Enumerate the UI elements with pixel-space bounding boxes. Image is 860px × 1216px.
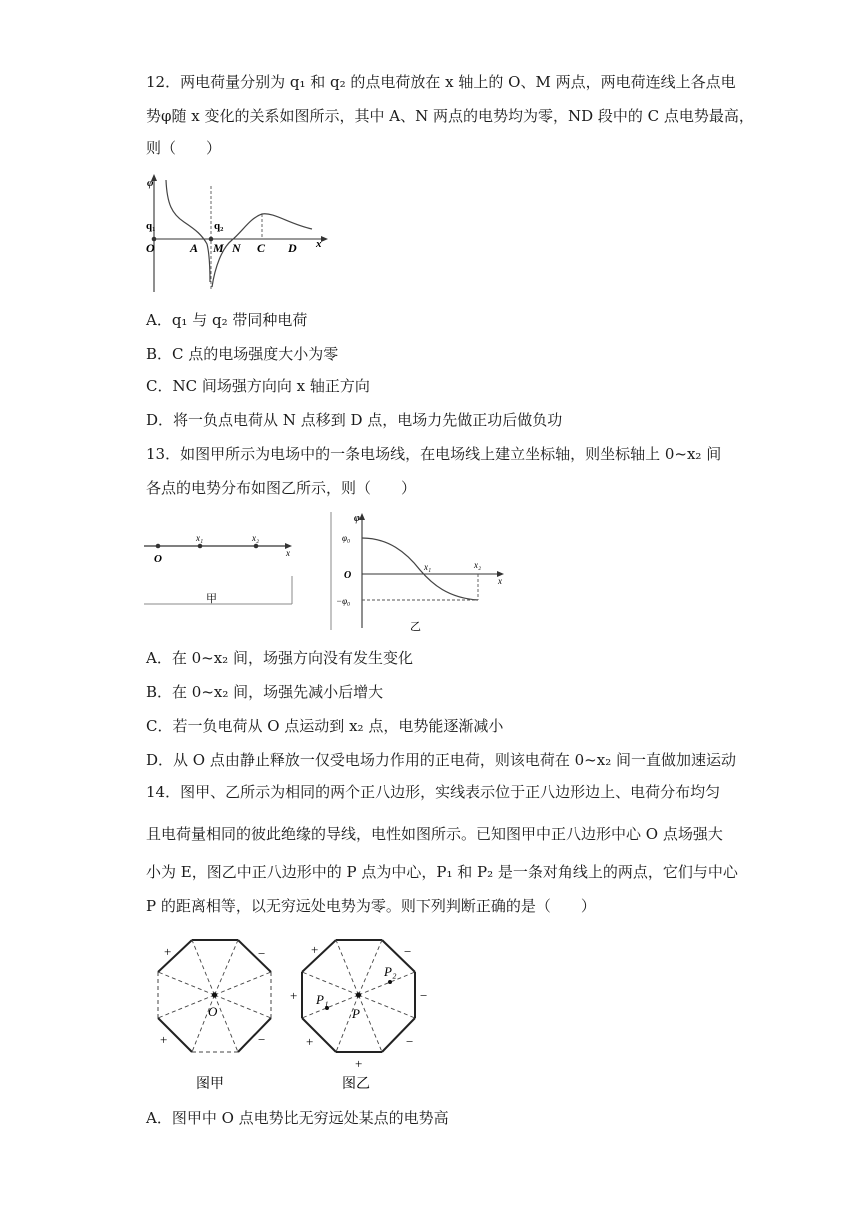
yi-x2-label: x₂	[474, 560, 482, 570]
q14-line-3: 小为 E，图乙中正八边形中的 P 点为中心，P₁ 和 P₂ 是一条对角线上的两点，它们与中心	[146, 863, 738, 881]
jia-edge-bottom-right	[238, 1018, 271, 1052]
q13-option-a: A．在 0~x₂ 间，场强方向没有发生变化	[146, 649, 413, 667]
x2-point	[254, 544, 259, 549]
yi-caption: 乙	[410, 621, 421, 633]
q14-octagon-figure-jia	[146, 928, 284, 1096]
yi-sign-right: −	[420, 988, 428, 1003]
phi-label: φ	[147, 177, 154, 189]
q12-line-1: 12．两电荷量分别为 q₁ 和 q₂ 的点电荷放在 x 轴上的 O、M 两点，两电荷连线上各点电	[146, 73, 736, 91]
yi-phi-arrow	[359, 513, 365, 520]
jia-caption: 甲	[206, 593, 217, 605]
yi-p2-point	[388, 980, 392, 984]
jia-sign-bottom-left: +	[160, 1032, 168, 1047]
yi-x1-label: x₁	[424, 562, 432, 572]
q1-curve	[166, 180, 210, 282]
yi-o-label: O	[344, 570, 352, 581]
a-label: A	[190, 241, 199, 255]
d-label: D	[288, 241, 297, 255]
q12-option-b: B．C 点的电场强度大小为零	[146, 345, 339, 363]
x-arrow	[321, 236, 328, 242]
x-label: x	[316, 238, 322, 250]
q12-potential-graph	[144, 172, 340, 296]
yi-center-point	[356, 992, 361, 997]
q13-option-b: B．在 0~x₂ 间，场强先减小后增大	[146, 683, 384, 701]
yi-potential-curve	[362, 538, 478, 600]
q2-label: q₂	[214, 220, 224, 232]
x1-point	[198, 544, 203, 549]
q12-line-2: 势φ随 x 变化的关系如图所示，其中 A、N 两点的电势均为零，ND 段中的 C 点电势最高，	[146, 107, 754, 125]
jia-sign-bottom-right: −	[258, 1032, 266, 1047]
q14-line-4: P 的距离相等，以无穷远处电势为零。则下列判断正确的是（ ）	[146, 897, 596, 915]
yi-sign-bottom-left: +	[306, 1034, 314, 1049]
yi-x-label: x	[498, 576, 502, 586]
q13-option-d: D．从 O 点由静止释放一仅受电场力作用的正电荷，则该电荷在 0~x₂ 间一直做加速运动	[146, 751, 736, 769]
yi-sign-top-right: −	[404, 944, 412, 959]
q14-line-1: 14．图甲、乙所示为相同的两个正八边形，实线表示位于正八边形边上、电荷分布均匀	[146, 783, 721, 801]
o-point	[156, 544, 161, 549]
yi-sign-bottom: +	[355, 1056, 363, 1071]
jia-center-point	[212, 992, 217, 997]
c-label: C	[257, 241, 266, 255]
yi-sign-top-left: +	[311, 942, 319, 957]
q14-option-a: A．图甲中 O 点电势比无穷远处某点的电势高	[146, 1109, 449, 1127]
q12-option-d: D．将一负点电荷从 N 点移到 D 点，电场力先做正功后做负功	[146, 411, 563, 429]
jia-x1-label: x₁	[196, 533, 204, 543]
q12-option-c: C．NC 间场强方向向 x 轴正方向	[146, 377, 370, 395]
yi-phi0-label: φ₀	[342, 533, 351, 543]
q12-line-3: 则（ ）	[146, 139, 222, 157]
yi-center-label: P	[352, 1006, 360, 1021]
jia-x2-label: x₂	[252, 533, 260, 543]
yi-phi-label: φ	[354, 513, 360, 524]
yi-p1-label: P₁	[316, 992, 329, 1007]
jia-center-label: O	[208, 1004, 218, 1019]
q14-octagon-figure-yi	[284, 928, 434, 1096]
q13-field-line-figure-jia	[144, 528, 296, 608]
o-label: O	[146, 241, 155, 255]
yi-sign-bottom-right: −	[406, 1034, 414, 1049]
q13-line-1: 13．如图甲所示为电场中的一条电场线，在电场线上建立坐标轴，则坐标轴上 0~x₂ 间	[146, 445, 722, 463]
yi-sign-left: +	[290, 988, 298, 1003]
q13-potential-graph-yi	[328, 510, 508, 634]
n-label: N	[232, 241, 241, 255]
q12-option-a: A．q₁ 与 q₂ 带同种电荷	[146, 311, 308, 329]
q13-option-c: C．若一负电荷从 O 点运动到 x₂ 点，电势能逐渐减小	[146, 717, 504, 735]
q13-line-2: 各点的电势分布如图乙所示，则（ ）	[146, 479, 417, 497]
q1-label: q₁	[146, 220, 156, 232]
jia-edge-top-right	[238, 940, 271, 972]
jia-x-label: x	[286, 548, 290, 558]
jia-caption: 图甲	[196, 1077, 224, 1092]
m-label: M	[213, 241, 224, 255]
yi-p2-label: P₂	[384, 964, 397, 979]
yi-neg-phi0-label: −φ₀	[336, 596, 351, 606]
q14-line-2: 且电荷量相同的彼此绝缘的导线，电性如图所示。已知图甲中正八边形中心 O 点场强大	[146, 825, 723, 843]
yi-caption: 图乙	[342, 1077, 370, 1092]
jia-sign-top-right: −	[258, 946, 266, 961]
jia-sign-top-left: +	[164, 944, 172, 959]
jia-o-label: O	[154, 553, 162, 565]
